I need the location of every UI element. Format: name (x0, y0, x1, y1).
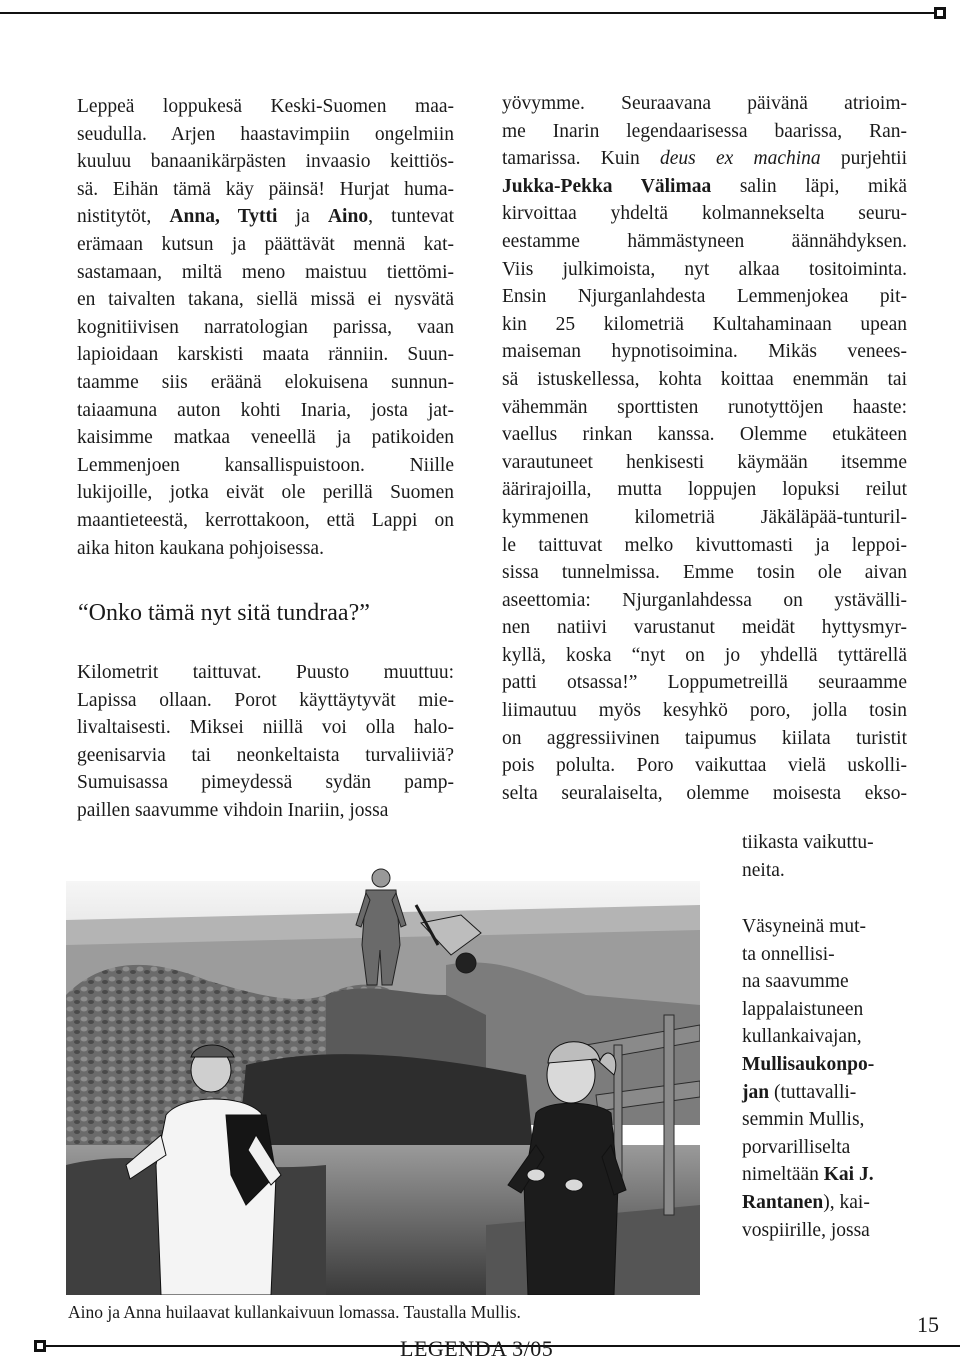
text-line (77, 176, 454, 204)
text-run: erämaan kutsun ja päättävät mennä kat- (77, 233, 454, 255)
publication-footer: LEGENDA 3/05 (400, 1336, 554, 1361)
text-line (742, 913, 902, 941)
text-line (77, 535, 454, 563)
text-run: yövymme. Seuraavana päivänä atrioim- (502, 93, 907, 114)
text-run: kin 25 kilometriä Kultahaminaan upean (502, 313, 907, 335)
bold-name: Rantanen (742, 1191, 824, 1213)
text-line (502, 614, 907, 642)
text-line (502, 394, 907, 422)
text-line (77, 687, 454, 715)
text-line (77, 314, 454, 342)
bold-name: Aino (327, 206, 369, 228)
text-line (502, 476, 907, 504)
text-run: livaltaisesti. Miksei niillä voi olla halo- (77, 717, 454, 739)
text-line (502, 559, 907, 587)
text-run: taamme siis eräänä elokuisena sunnun- (77, 371, 454, 393)
text-line (742, 1023, 902, 1051)
section-heading: “Onko tämä nyt sitä tundraa?” (78, 600, 370, 626)
text-run: Lemmenjoen kansallispuistoon. Niille (77, 454, 454, 476)
article-column-right-narrow (742, 913, 902, 1244)
text-line (742, 1051, 902, 1079)
text-line (742, 1217, 902, 1245)
text-run: aika hiton kaukana pohjoisessa. (77, 537, 324, 559)
article-photo (66, 845, 700, 1295)
text-run: porvarilliselta (742, 1136, 851, 1158)
text-line (77, 507, 454, 535)
bold-name: Kai J. (823, 1164, 874, 1186)
text-line (502, 587, 907, 615)
text-line (502, 173, 907, 201)
text-line (742, 1134, 902, 1162)
text-line (742, 996, 902, 1024)
text-run: lukijoille, jotka eivät ole perillä Suomen (77, 482, 454, 504)
text-run: vaellus rinkan kanssa. Olemme etukäteen (502, 424, 907, 446)
text-line (77, 203, 454, 231)
text-line (502, 642, 907, 670)
bold-name: Mullisaukonpo- (742, 1053, 875, 1075)
text-line (502, 780, 907, 808)
text-run: en taivalten takana, siellä missä ei nysvätä (77, 289, 454, 311)
text-run: kirvoittaa yhdeltä kolmannekselta seuru- (502, 203, 907, 225)
text-line (77, 148, 454, 176)
text-run: geenisarvia tai neonkeltaista turvaliiviä? (77, 744, 454, 766)
text-line (502, 752, 907, 780)
text-line (502, 669, 907, 697)
article-column-left (77, 93, 454, 562)
text-run: selta seuralaiselta, olemme moisesta ekso- (502, 782, 907, 804)
text-run: Ensin Njurganlahdesta Lemmenjokea pit- (502, 286, 907, 308)
text-run: (tuttavalli- (769, 1081, 857, 1103)
text-line (77, 714, 454, 742)
text-run: sissa tunnelmissa. Emme tosin ole aivan (502, 562, 907, 584)
text-line (742, 857, 907, 885)
text-line (77, 369, 454, 397)
text-run: tamarissa. Kuin (502, 148, 660, 170)
text-run: nistitytöt, (77, 206, 170, 228)
article-column-right-wrap (742, 829, 907, 884)
text-line (502, 366, 907, 394)
text-line (77, 231, 454, 259)
article-column-left-continued (77, 659, 454, 825)
text-run: Lapissa ollaan. Porot käyttäytyvät mie- (77, 689, 454, 711)
text-run: maiseman hypnotisoimina. Mikäs venees- (502, 341, 907, 363)
text-run: eestamme hämmästyneen äännähdyksen. (502, 230, 907, 252)
text-line (77, 259, 454, 287)
text-line (502, 421, 907, 449)
text-line (742, 1189, 902, 1217)
text-run: me Inarin legendaarisessa baarissa, Ran- (502, 120, 907, 142)
text-run: Kilometrit taittuvat. Puusto muuttuu: (77, 662, 454, 683)
page-number: 15 (917, 1312, 939, 1337)
text-line (502, 200, 907, 228)
text-line (77, 424, 454, 452)
text-run: pois polulta. Poro vaikuttaa vielä uskolli- (502, 755, 907, 777)
text-line (77, 341, 454, 369)
top-rule (0, 12, 936, 14)
text-run: Leppeä loppukesä Keski-Suomen maa- (77, 96, 454, 117)
text-run: paillen saavumme vihdoin Inariin, jossa (77, 799, 389, 821)
text-run: nen natiivi varustanut meidät hyttysmyr- (502, 617, 907, 639)
text-run: salin läpi, mikä (711, 175, 907, 197)
text-run: äärirajoilla, mutta loppujen lopuksi reilut (502, 479, 907, 501)
text-run: Väsyneinä mut- (742, 916, 867, 937)
text-run: kullankaivajan, (742, 1026, 862, 1048)
text-run: varautuneet henkisesti käymään itsemme (502, 451, 907, 473)
text-run: kuuluu banaanikärpästen invaasio keittiös- (77, 151, 454, 173)
bottom-left-square-ornament (34, 1340, 46, 1352)
text-run: lapioidaan karskisti maata ränniin. Suun- (77, 344, 454, 366)
text-run: Viis julkimoista, nyt alkaa tositoiminta. (502, 258, 907, 280)
text-run: kymmenen kilometriä Jäkäläpää-tunturil- (502, 506, 907, 528)
text-line (77, 659, 454, 687)
bold-name: Jukka-Pekka Välimaa (502, 175, 712, 197)
text-line (742, 941, 902, 969)
text-run: vähemmän sporttisten runotyttöjen haaste: (502, 396, 907, 418)
text-run: , tuntevat (368, 206, 454, 228)
text-line (502, 228, 907, 256)
text-run: maantieteestä, kerrottakoon, että Lappi on (77, 509, 454, 531)
text-line (77, 121, 454, 149)
text-run: Sumuisassa pimeydessä sydän pamp- (77, 772, 454, 794)
text-line (77, 797, 454, 825)
text-run: on aggressiivinen taipumus kiilata turistit (502, 727, 907, 749)
text-line (742, 968, 902, 996)
photo-caption: Aino ja Anna huilaavat kullankaivuun lomassa. Taustalla Mullis. (68, 1302, 521, 1322)
text-run: aseettomia: Njurganlahdessa on ystävälli- (502, 589, 907, 611)
text-line (742, 1106, 902, 1134)
text-run: ), kai- (823, 1191, 870, 1213)
italic-phrase: deus ex machina (660, 148, 821, 170)
text-line (502, 256, 907, 284)
bold-name: Anna, Tytti (169, 206, 278, 228)
text-line (742, 1079, 902, 1107)
text-line (502, 283, 907, 311)
text-line (742, 829, 907, 857)
text-run: nimeltään (742, 1164, 824, 1186)
text-run: kyllä, koska “nyt on jo yhdellä tyttärellä (502, 644, 907, 666)
text-run: taiaamuna auton kohti Inaria, josta jat- (77, 399, 454, 421)
text-line (77, 286, 454, 314)
text-run: vospiirille, jossa (742, 1219, 870, 1241)
text-line (77, 397, 454, 425)
text-run: lappalaistuneen (742, 998, 864, 1020)
text-run: semmin Mullis, (742, 1109, 865, 1131)
text-line (502, 338, 907, 366)
text-line (77, 93, 454, 121)
text-run: kaisimme matkaa veneellä ja patikoiden (77, 427, 454, 449)
text-line (502, 697, 907, 725)
bold-name: jan (742, 1081, 770, 1103)
text-line (742, 1161, 902, 1189)
article-column-right (502, 90, 907, 807)
text-line (502, 725, 907, 753)
text-line (502, 90, 907, 118)
text-run: tiikasta vaikuttu- (742, 832, 874, 853)
text-run: seudulla. Arjen haastavimpiin ongelmiin (77, 123, 454, 145)
text-line (502, 311, 907, 339)
text-line (77, 452, 454, 480)
text-line (502, 449, 907, 477)
top-right-square-ornament (934, 7, 946, 19)
text-run: neita. (742, 859, 785, 881)
text-run: sä istuskellessa, kohta koittaa enemmän tai (502, 368, 907, 390)
text-line (502, 504, 907, 532)
text-line (77, 769, 454, 797)
text-line (502, 118, 907, 146)
text-line (502, 145, 907, 173)
text-run: kognitiivisen narratologian parissa, vaan (77, 316, 454, 338)
text-run: le taittuvat melko kivuttomasti ja leppoi- (502, 534, 907, 556)
text-run: ja (277, 206, 328, 228)
text-run: na saavumme (742, 971, 849, 993)
text-line (77, 742, 454, 770)
text-run: sastamaan, miltä meno maistuu tiettömi- (77, 261, 454, 283)
text-run: purjehtii (820, 148, 907, 170)
text-line (77, 479, 454, 507)
text-run: liimautuu myös kesyhkö poro, jolla tosin (502, 700, 907, 722)
text-run: ta onnellisi- (742, 943, 835, 965)
text-run: sä. Eihän tämä käy päinsä! Hurjat huma- (77, 178, 454, 200)
text-run: patti otsassa!” Loppumetreillä seuraamme (502, 672, 907, 694)
text-line (502, 532, 907, 560)
